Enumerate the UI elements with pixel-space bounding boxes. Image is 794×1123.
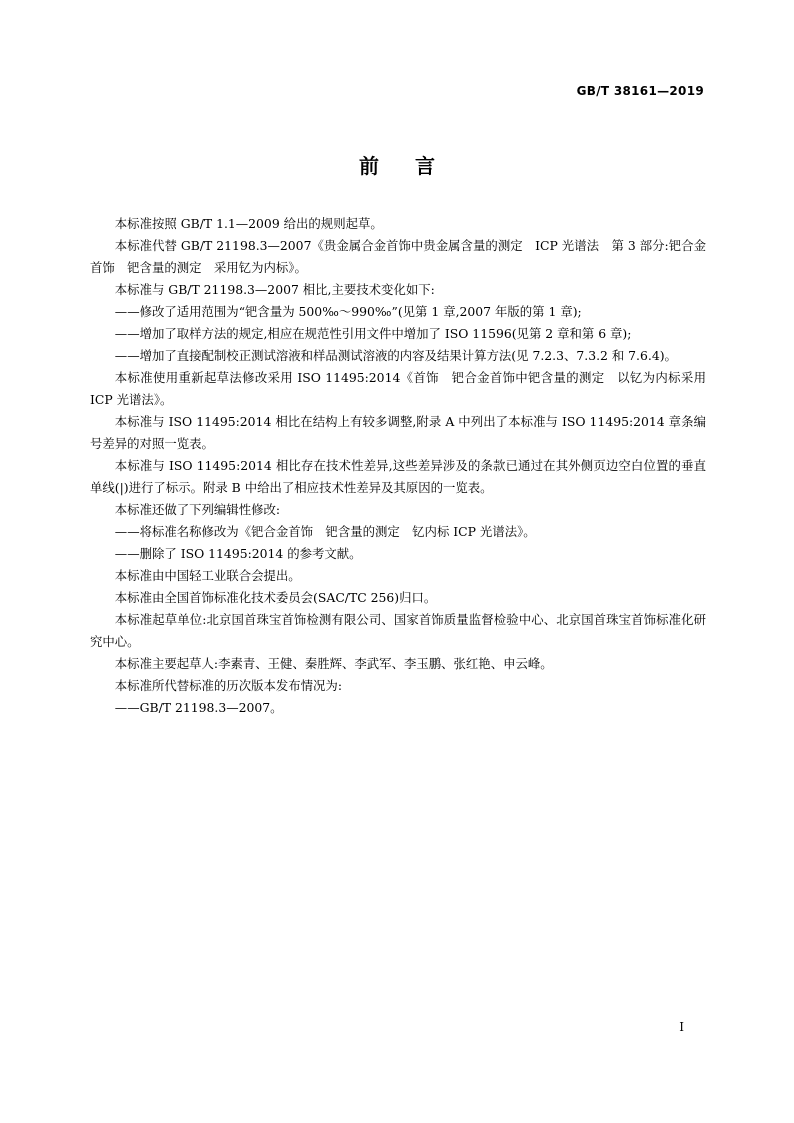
paragraph-proposed-by: 本标准由中国轻工业联合会提出。 bbox=[114, 568, 301, 583]
standard-code-header: GB/T 38161—2019 bbox=[576, 84, 704, 98]
change-item-calibration: ——增加了直接配制校正测试溶液和样品测试溶液的内容及结果计算方法(见 7.2.3、7.3.2 和 7.6.4)。 bbox=[114, 348, 677, 363]
previous-edition-item: ——GB/T 21198.3—2007。 bbox=[114, 700, 283, 715]
editorial-item-references: ——删除了 ISO 11495:2014 的参考文献。 bbox=[114, 546, 362, 561]
change-item-scope: ——修改了适用范围为“钯含量为 500‰～990‰”(见第 1 章,2007 年版的第 1 章); bbox=[114, 304, 582, 319]
paragraph-drafters: 本标准主要起草人:李素青、王健、秦胜辉、李武军、李玉鹏、张红艳、申云峰。 bbox=[114, 656, 553, 671]
paragraph-structure: 本标准与 ISO 11495:2014 相比在结构上有较多调整,附录 A 中列出了本标准与 ISO 11495:2014 章条编号差异的对照一览表。 bbox=[90, 414, 706, 451]
paragraph-drafting-rules: 本标准按照 GB/T 1.1—2009 给出的规则起草。 bbox=[114, 216, 383, 231]
paragraph-technical-differences: 本标准与 ISO 11495:2014 相比存在技术性差异,这些差异涉及的条款已通过在其外侧页边空白位置的垂直单线(|)进行了标示。附录 B 中给出了相应技术性差异及其原因的一览表。 bbox=[90, 458, 706, 495]
paragraph-replaces: 本标准代替 GB/T 21198.3—2007《贵金属合金首饰中贵金属含量的测定 ICP 光谱法 第 3 部分:钯合金首饰 钯含量的测定 采用钇为内标》。 bbox=[90, 238, 706, 275]
page-title: 前言 bbox=[359, 154, 471, 178]
paragraph-centralized-by: 本标准由全国首饰标准化技术委员会(SAC/TC 256)归口。 bbox=[114, 590, 437, 605]
paragraph-adoption: 本标准使用重新起草法修改采用 ISO 11495:2014《首饰 钯合金首饰中钯含量的测定 以钇为内标采用 ICP 光谱法》。 bbox=[90, 370, 706, 407]
paragraph-previous-editions-intro: 本标准所代替标准的历次版本发布情况为: bbox=[114, 678, 343, 693]
page-number: I bbox=[679, 1020, 684, 1034]
change-item-sampling: ——增加了取样方法的规定,相应在规范性引用文件中增加了 ISO 11596(见第 2 章和第 6 章); bbox=[114, 326, 632, 341]
editorial-item-title: ——将标准名称修改为《钯合金首饰 钯含量的测定 钇内标 ICP 光谱法》。 bbox=[114, 524, 536, 539]
paragraph-editorial-intro: 本标准还做了下列编辑性修改: bbox=[114, 502, 281, 517]
foreword-body bbox=[90, 213, 706, 719]
paragraph-changes-intro: 本标准与 GB/T 21198.3—2007 相比,主要技术变化如下: bbox=[114, 282, 435, 297]
paragraph-drafting-units: 本标准起草单位:北京国首珠宝首饰检测有限公司、国家首饰质量监督检验中心、北京国首珠宝首饰标准化研究中心。 bbox=[90, 612, 706, 649]
